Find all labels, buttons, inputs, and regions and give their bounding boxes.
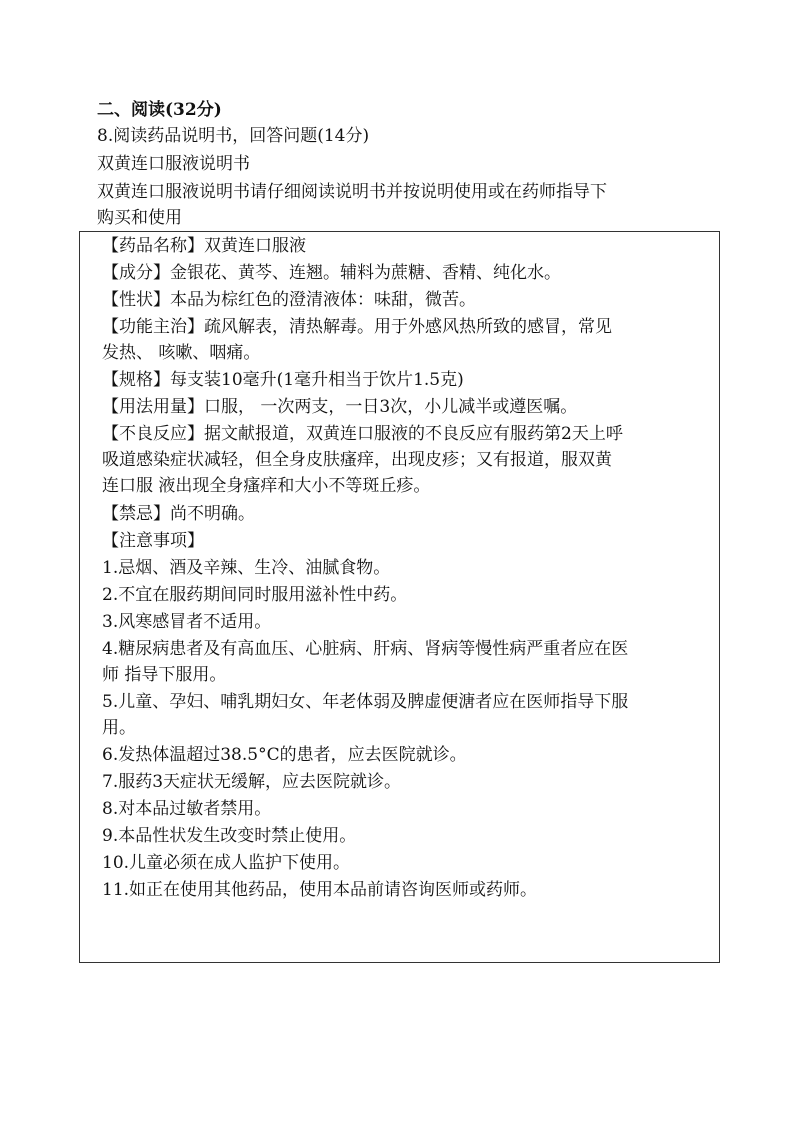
precaution-item: 用。 — [102, 718, 136, 738]
precaution-item: 10.儿童必须在成人监护下使用。 — [102, 853, 351, 873]
ingredients-line: 【成分】金银花、黄芩、连翘。辅料为蔗糖、香精、纯化水。 — [102, 263, 561, 283]
adverse-reaction-line: 【不良反应】据文献报道，双黄连口服液的不良反应有服药第2天上呼 — [102, 424, 623, 444]
section-title: 二、阅读(32分) — [97, 100, 222, 120]
adverse-reaction-line: 吸道感染症状减轻，但全身皮肤瘙痒，出现皮疹；又有报道，服双黄 — [102, 450, 612, 470]
precautions-heading: 【注意事项】 — [102, 531, 204, 551]
precaution-item: 3.风寒感冒者不适用。 — [102, 612, 272, 632]
adverse-reaction-line: 连口服 液出现全身瘙痒和大小不等斑丘疹。 — [102, 476, 431, 496]
dosage-line: 【用法用量】口服， 一次两支，一日3次，小儿减半或遵医嘱。 — [102, 397, 578, 417]
precaution-item: 8.对本品过敏者禁用。 — [102, 799, 272, 819]
precaution-item: 4.糖尿病患者及有高血压、心脏病、肝病、肾病等慢性病严重者应在医 — [102, 639, 629, 659]
properties-line: 【性状】本品为棕红色的澄清液体：味甜，微苦。 — [102, 290, 476, 310]
precaution-item: 1.忌烟、酒及辛辣、生冷、油腻食物。 — [102, 558, 391, 578]
contraindication-line: 【禁忌】尚不明确。 — [102, 504, 255, 524]
indications-line: 【功能主治】疏风解表，清热解毒。用于外感风热所致的感冒，常见 — [102, 317, 612, 337]
intro-line: 购买和使用 — [97, 208, 182, 228]
precaution-item: 7.服药3天症状无缓解，应去医院就诊。 — [102, 772, 402, 792]
precaution-item: 师 指导下服用。 — [102, 665, 227, 685]
instruction-box — [79, 231, 720, 963]
specification-line: 【规格】每支装10毫升(1毫升相当于饮片1.5克) — [102, 370, 464, 390]
question-text: 8.阅读药品说明书，回答问题(14分) — [97, 126, 370, 146]
precaution-item: 2.不宜在服药期间同时服用滋补性中药。 — [102, 585, 408, 605]
intro-line: 双黄连口服液说明书请仔细阅读说明书并按说明使用或在药师指导下 — [97, 182, 607, 202]
precaution-item: 9.本品性状发生改变时禁止使用。 — [102, 826, 357, 846]
precaution-item: 6.发热体温超过38.5°C的患者，应去医院就诊。 — [102, 745, 467, 765]
drug-name-line: 【药品名称】双黄连口服液 — [102, 236, 306, 256]
document-title: 双黄连口服液说明书 — [97, 154, 250, 174]
indications-line: 发热、 咳嗽、咽痛。 — [102, 343, 261, 363]
precaution-item: 11.如正在使用其他药品，使用本品前请咨询医师或药师。 — [102, 880, 538, 900]
precaution-item: 5.儿童、孕妇、哺乳期妇女、年老体弱及脾虚便溏者应在医师指导下服 — [102, 692, 629, 712]
